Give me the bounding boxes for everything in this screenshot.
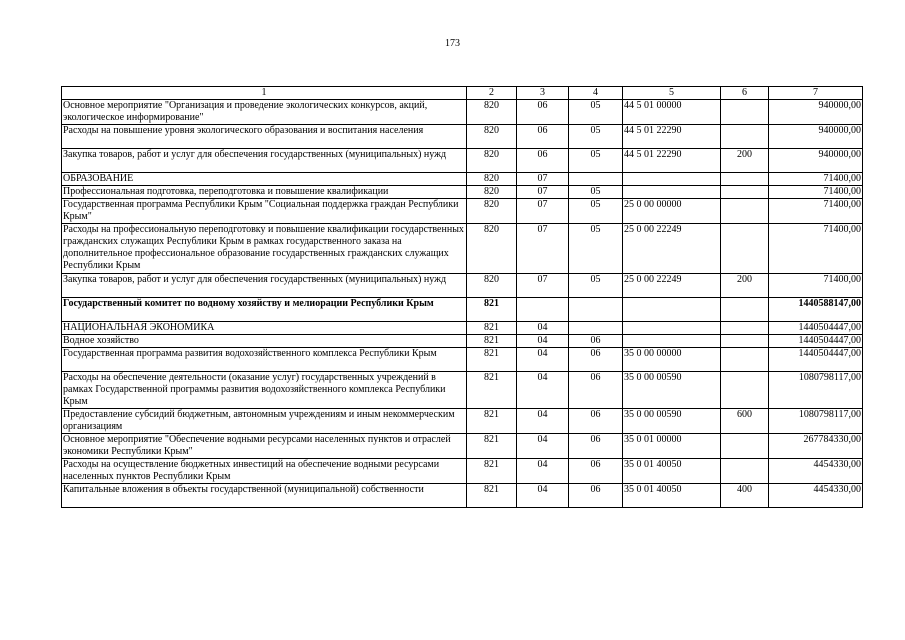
cell-subsection: 06 — [569, 409, 623, 434]
table-row — [62, 149, 863, 173]
cell-section: 07 — [517, 274, 569, 298]
table-row — [62, 186, 863, 199]
cell-name: Закупка товаров, работ и услуг для обеспечения государственных (муниципальных) нужд — [62, 149, 467, 173]
cell-name: Капитальные вложения в объекты государственной (муниципальной) собственности — [62, 484, 467, 508]
cell-target-article: 35 0 01 40050 — [623, 484, 721, 508]
cell-subsection: 05 — [569, 224, 623, 274]
cell-ministry-code: 821 — [467, 372, 517, 409]
cell-amount: 71400,00 — [769, 173, 863, 186]
cell-subsection: 06 — [569, 484, 623, 508]
cell-section — [517, 298, 569, 322]
cell-amount: 267784330,00 — [769, 434, 863, 459]
cell-subsection: 05 — [569, 274, 623, 298]
cell-section: 04 — [517, 322, 569, 335]
cell-target-article: 35 0 00 00590 — [623, 372, 721, 409]
cell-ministry-code: 820 — [467, 274, 517, 298]
cell-section: 06 — [517, 125, 569, 149]
cell-subsection — [569, 173, 623, 186]
cell-ministry-code: 820 — [467, 100, 517, 125]
cell-expense-type — [721, 224, 769, 274]
cell-amount: 4454330,00 — [769, 484, 863, 508]
cell-subsection: 06 — [569, 459, 623, 484]
cell-expense-type — [721, 298, 769, 322]
cell-ministry-code: 820 — [467, 173, 517, 186]
cell-target-article: 25 0 00 00000 — [623, 199, 721, 224]
cell-amount: 1440504447,00 — [769, 335, 863, 348]
table-row — [62, 199, 863, 224]
table-row — [62, 335, 863, 348]
cell-name: Расходы на обеспечение деятельности (оказание услуг) государственных учреждений в рамках Государственной программы развития водохозяйственного комплекса Республики Крым — [62, 372, 467, 409]
cell-amount: 940000,00 — [769, 125, 863, 149]
cell-amount: 1080798117,00 — [769, 372, 863, 409]
cell-amount: 1440504447,00 — [769, 322, 863, 335]
cell-name: Государственный комитет по водному хозяйству и мелиорации Республики Крым — [62, 298, 467, 322]
table-body — [62, 100, 863, 508]
cell-target-article: 35 0 00 00000 — [623, 348, 721, 372]
cell-subsection: 05 — [569, 100, 623, 125]
column-header: 2 — [467, 87, 517, 100]
cell-section: 04 — [517, 348, 569, 372]
cell-section: 04 — [517, 409, 569, 434]
table-row — [62, 348, 863, 372]
cell-section: 06 — [517, 100, 569, 125]
column-header: 7 — [769, 87, 863, 100]
cell-subsection: 05 — [569, 149, 623, 173]
column-header: 1 — [62, 87, 467, 100]
cell-section: 07 — [517, 199, 569, 224]
cell-target-article: 25 0 00 22249 — [623, 274, 721, 298]
cell-section: 07 — [517, 224, 569, 274]
cell-section: 04 — [517, 484, 569, 508]
cell-subsection: 06 — [569, 434, 623, 459]
cell-section: 04 — [517, 434, 569, 459]
cell-amount: 1080798117,00 — [769, 409, 863, 434]
table-row — [62, 372, 863, 409]
cell-target-article: 35 0 01 00000 — [623, 434, 721, 459]
cell-expense-type: 400 — [721, 484, 769, 508]
cell-expense-type — [721, 434, 769, 459]
cell-ministry-code: 821 — [467, 434, 517, 459]
cell-expense-type — [721, 199, 769, 224]
cell-target-article — [623, 186, 721, 199]
cell-name: ОБРАЗОВАНИЕ — [62, 173, 467, 186]
cell-target-article: 35 0 00 00590 — [623, 409, 721, 434]
cell-ministry-code: 820 — [467, 186, 517, 199]
cell-subsection: 06 — [569, 348, 623, 372]
table-row — [62, 125, 863, 149]
column-header: 5 — [623, 87, 721, 100]
cell-section: 04 — [517, 372, 569, 409]
cell-ministry-code: 820 — [467, 224, 517, 274]
column-header: 4 — [569, 87, 623, 100]
cell-target-article — [623, 335, 721, 348]
cell-ministry-code: 820 — [467, 125, 517, 149]
cell-name: Водное хозяйство — [62, 335, 467, 348]
table-row — [62, 322, 863, 335]
table-row — [62, 100, 863, 125]
cell-subsection — [569, 298, 623, 322]
cell-expense-type — [721, 322, 769, 335]
cell-expense-type — [721, 100, 769, 125]
cell-expense-type: 600 — [721, 409, 769, 434]
cell-target-article — [623, 298, 721, 322]
cell-expense-type: 200 — [721, 274, 769, 298]
cell-amount: 1440504447,00 — [769, 348, 863, 372]
cell-expense-type — [721, 348, 769, 372]
table-row — [62, 484, 863, 508]
cell-ministry-code: 821 — [467, 298, 517, 322]
cell-subsection: 06 — [569, 335, 623, 348]
cell-ministry-code: 821 — [467, 322, 517, 335]
cell-ministry-code: 821 — [467, 484, 517, 508]
cell-section: 07 — [517, 173, 569, 186]
cell-ministry-code: 820 — [467, 199, 517, 224]
cell-amount: 71400,00 — [769, 186, 863, 199]
cell-target-article: 44 5 01 22290 — [623, 149, 721, 173]
cell-name: Основное мероприятие "Обеспечение водными ресурсами населенных пунктов и отраслей экономики Республики Крым" — [62, 434, 467, 459]
cell-name: Расходы на осуществление бюджетных инвестиций на обеспечение водными ресурсами населенных пунктов Республики Крым — [62, 459, 467, 484]
cell-section: 07 — [517, 186, 569, 199]
cell-amount: 71400,00 — [769, 199, 863, 224]
cell-expense-type — [721, 125, 769, 149]
cell-target-article: 35 0 01 40050 — [623, 459, 721, 484]
cell-amount: 4454330,00 — [769, 459, 863, 484]
cell-name: Закупка товаров, работ и услуг для обеспечения государственных (муниципальных) нужд — [62, 274, 467, 298]
cell-amount: 940000,00 — [769, 149, 863, 173]
cell-subsection: 06 — [569, 372, 623, 409]
cell-section: 06 — [517, 149, 569, 173]
table-row — [62, 224, 863, 274]
table-header-row — [62, 87, 863, 100]
cell-name: Предоставление субсидий бюджетным, автономным учреждениям и иным некоммерческим организациям — [62, 409, 467, 434]
cell-target-article — [623, 173, 721, 186]
column-header: 6 — [721, 87, 769, 100]
table-row — [62, 173, 863, 186]
cell-subsection: 05 — [569, 199, 623, 224]
cell-name: Расходы на повышение уровня экологического образования и воспитания населения — [62, 125, 467, 149]
budget-table — [61, 86, 863, 508]
cell-target-article: 44 5 01 00000 — [623, 100, 721, 125]
cell-target-article: 44 5 01 22290 — [623, 125, 721, 149]
table-row — [62, 409, 863, 434]
cell-expense-type — [721, 335, 769, 348]
cell-expense-type — [721, 372, 769, 409]
cell-subsection: 05 — [569, 125, 623, 149]
page-number: 173 — [445, 38, 460, 49]
cell-name: Основное мероприятие "Организация и проведение экологических конкурсов, акций, экологическое информирование" — [62, 100, 467, 125]
cell-target-article: 25 0 00 22249 — [623, 224, 721, 274]
cell-name: Государственная программа Республики Крым "Социальная поддержка граждан Республики Крым" — [62, 199, 467, 224]
cell-name: Профессиональная подготовка, переподготовка и повышение квалификации — [62, 186, 467, 199]
table-row — [62, 459, 863, 484]
cell-name: Государственная программа развития водохозяйственного комплекса Республики Крым — [62, 348, 467, 372]
cell-amount: 71400,00 — [769, 274, 863, 298]
cell-name: Расходы на профессиональную переподготовку и повышение квалификации государственных гражданских служащих Республики Крым в рамках государственного заказа на дополнительное профессиональное образование государственных гражданских служащих Республики Крым — [62, 224, 467, 274]
cell-section: 04 — [517, 459, 569, 484]
cell-ministry-code: 821 — [467, 459, 517, 484]
cell-expense-type — [721, 173, 769, 186]
cell-target-article — [623, 322, 721, 335]
cell-ministry-code: 820 — [467, 149, 517, 173]
table-row — [62, 434, 863, 459]
cell-name: НАЦИОНАЛЬНАЯ ЭКОНОМИКА — [62, 322, 467, 335]
cell-amount: 1440588147,00 — [769, 298, 863, 322]
cell-ministry-code: 821 — [467, 335, 517, 348]
cell-ministry-code: 821 — [467, 409, 517, 434]
cell-expense-type — [721, 459, 769, 484]
cell-expense-type — [721, 186, 769, 199]
cell-subsection: 05 — [569, 186, 623, 199]
cell-amount: 940000,00 — [769, 100, 863, 125]
column-header: 3 — [517, 87, 569, 100]
cell-amount: 71400,00 — [769, 224, 863, 274]
table-row — [62, 298, 863, 322]
table-row — [62, 274, 863, 298]
cell-subsection — [569, 322, 623, 335]
cell-section: 04 — [517, 335, 569, 348]
cell-expense-type: 200 — [721, 149, 769, 173]
cell-ministry-code: 821 — [467, 348, 517, 372]
